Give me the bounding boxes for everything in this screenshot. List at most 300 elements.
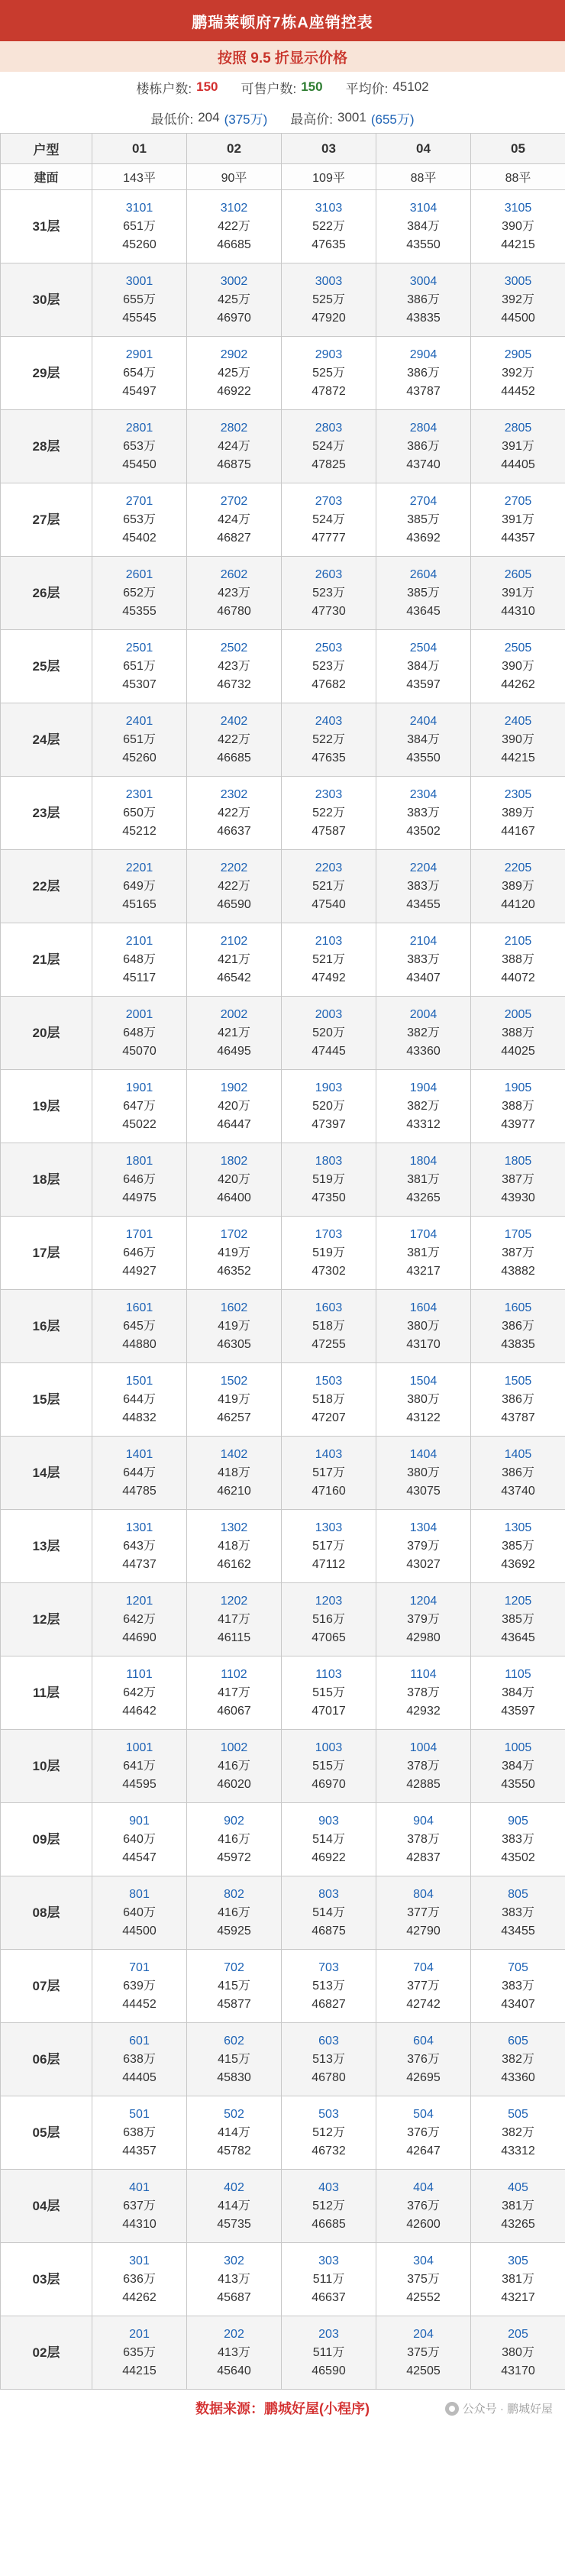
- unit-cell[interactable]: [282, 923, 376, 997]
- unit-total-price: 386万: [407, 293, 440, 306]
- floor-row: [1, 630, 565, 703]
- floor-row: [1, 2316, 565, 2390]
- unit-price-per-sqm: 45117: [122, 971, 157, 984]
- unit-cell[interactable]: [187, 1217, 282, 1290]
- unit-number: 2904: [409, 347, 437, 361]
- unit-cell[interactable]: [376, 1363, 471, 1437]
- unit-cell[interactable]: [376, 1730, 471, 1803]
- unit-cell[interactable]: [376, 2243, 471, 2316]
- unit-total-price: 642万: [123, 1612, 156, 1626]
- unit-cell[interactable]: [282, 410, 376, 483]
- unit-price-per-sqm: 43265: [501, 2217, 535, 2231]
- unit-price-per-sqm: 44215: [501, 751, 535, 764]
- unit-number: 2505: [504, 641, 532, 655]
- unit-number: 703: [318, 1960, 339, 1974]
- unit-cell[interactable]: [376, 2096, 471, 2170]
- unit-cell[interactable]: [471, 777, 565, 850]
- unit-total-price: 522万: [312, 219, 345, 233]
- unit-cell[interactable]: [92, 2243, 187, 2316]
- unit-price-per-sqm: 45497: [122, 384, 157, 398]
- floor-label: 24层: [1, 703, 92, 777]
- unit-cell[interactable]: [187, 997, 282, 1070]
- unit-price-per-sqm: 44357: [122, 2144, 157, 2157]
- unit-cell[interactable]: [282, 1876, 376, 1950]
- unit-price-per-sqm: 43882: [501, 1264, 535, 1278]
- unit-cell[interactable]: [92, 337, 187, 410]
- unit-price-per-sqm: 47017: [312, 1704, 346, 1718]
- unit-cell[interactable]: [187, 2243, 282, 2316]
- unit-price-per-sqm: 42742: [406, 1997, 441, 2011]
- unit-cell[interactable]: [282, 1656, 376, 1730]
- unit-total-price: 511万: [312, 2272, 345, 2286]
- unit-cell[interactable]: [376, 483, 471, 557]
- unit-cell[interactable]: [282, 777, 376, 850]
- unit-total-price: 391万: [502, 586, 534, 600]
- unit-cell[interactable]: [376, 2023, 471, 2096]
- unit-total-price: 644万: [123, 1392, 156, 1406]
- unit-cell[interactable]: [92, 997, 187, 1070]
- unit-number: 503: [318, 2107, 339, 2121]
- unit-cell[interactable]: [282, 1803, 376, 1876]
- unit-cell[interactable]: [282, 2243, 376, 2316]
- unit-total-price: 653万: [123, 512, 156, 526]
- unit-price-per-sqm: 47635: [312, 751, 346, 764]
- watermark: [445, 2400, 553, 2416]
- unit-cell[interactable]: [282, 337, 376, 410]
- unit-total-price: 385万: [502, 1539, 534, 1553]
- unit-price-per-sqm: 46732: [217, 677, 251, 691]
- unit-cell[interactable]: [471, 337, 565, 410]
- unit-cell[interactable]: [282, 2096, 376, 2170]
- unit-price-per-sqm: 47065: [312, 1631, 346, 1644]
- unit-number: 1305: [504, 1521, 532, 1534]
- floor-row: [1, 1803, 565, 1876]
- unit-cell[interactable]: [282, 483, 376, 557]
- unit-number: 502: [224, 2107, 244, 2121]
- unit-cell[interactable]: [471, 1217, 565, 1290]
- unit-price-per-sqm: 47350: [312, 1191, 346, 1204]
- unit-number: 2701: [125, 494, 153, 508]
- unit-number: 203: [318, 2327, 339, 2341]
- unit-number: 2802: [220, 421, 248, 435]
- max-price-label: 最高价:: [290, 112, 333, 127]
- unit-cell[interactable]: [187, 1950, 282, 2023]
- unit-total-price: 515万: [312, 1686, 345, 1699]
- unit-price-per-sqm: 44500: [501, 311, 535, 325]
- unit-price-per-sqm: 43835: [406, 311, 441, 325]
- unit-cell[interactable]: [92, 483, 187, 557]
- unit-cell[interactable]: [187, 190, 282, 263]
- unit-cell[interactable]: [92, 777, 187, 850]
- unit-total-price: 417万: [218, 1612, 250, 1626]
- unit-cell[interactable]: [187, 703, 282, 777]
- unit-cell[interactable]: [471, 2243, 565, 2316]
- unit-cell[interactable]: [92, 1803, 187, 1876]
- unit-cell[interactable]: [187, 630, 282, 703]
- unit-cell[interactable]: [282, 2023, 376, 2096]
- unit-number: 1201: [125, 1594, 153, 1608]
- unit-price-per-sqm: 43597: [501, 1704, 535, 1718]
- unit-cell[interactable]: [282, 2170, 376, 2243]
- stats-row-2: [0, 102, 565, 133]
- unit-total-price: 519万: [312, 1246, 345, 1259]
- unit-price-per-sqm: 45782: [217, 2144, 251, 2157]
- unit-number: 1304: [409, 1521, 437, 1534]
- unit-cell[interactable]: [376, 190, 471, 263]
- floor-row: [1, 2096, 565, 2170]
- unit-number: 2703: [315, 494, 343, 508]
- unit-total-price: 644万: [123, 1466, 156, 1479]
- unit-cell[interactable]: [376, 337, 471, 410]
- unit-cell[interactable]: [471, 630, 565, 703]
- unit-number: 1602: [220, 1301, 248, 1314]
- unit-total-price: 424万: [218, 512, 250, 526]
- unit-cell[interactable]: [92, 1143, 187, 1217]
- unit-cell[interactable]: [187, 850, 282, 923]
- unit-total-price: 640万: [123, 1905, 156, 1919]
- unit-total-price: 378万: [407, 1759, 440, 1773]
- unit-total-price: 638万: [123, 2125, 156, 2139]
- unit-cell[interactable]: [282, 630, 376, 703]
- floor-row: [1, 1363, 565, 1437]
- unit-cell[interactable]: [187, 1070, 282, 1143]
- floor-row: [1, 190, 565, 263]
- unit-cell[interactable]: [92, 1070, 187, 1143]
- unit-total-price: 391万: [502, 439, 534, 453]
- unit-number: 1203: [315, 1594, 343, 1608]
- unit-total-price: 381万: [502, 2199, 534, 2212]
- unit-price-per-sqm: 47255: [312, 1337, 346, 1351]
- unit-cell[interactable]: [376, 1876, 471, 1950]
- unit-cell[interactable]: [282, 190, 376, 263]
- unit-number: 1405: [504, 1447, 532, 1461]
- floor-label: 27层: [1, 483, 92, 557]
- unit-cell[interactable]: [187, 1143, 282, 1217]
- unit-cell[interactable]: [471, 1363, 565, 1437]
- unit-price-per-sqm: 44310: [501, 604, 535, 618]
- unit-price-per-sqm: 45165: [122, 897, 157, 911]
- unit-cell[interactable]: [471, 1950, 565, 2023]
- unit-cell[interactable]: [471, 1510, 565, 1583]
- unit-cell[interactable]: [376, 1950, 471, 2023]
- unit-cell[interactable]: [92, 1217, 187, 1290]
- unit-cell[interactable]: [187, 410, 282, 483]
- unit-cell[interactable]: [187, 1656, 282, 1730]
- unit-price-per-sqm: 46590: [217, 897, 251, 911]
- unit-total-price: 418万: [218, 1466, 250, 1479]
- unit-price-per-sqm: 47682: [312, 677, 346, 691]
- unit-cell[interactable]: [376, 410, 471, 483]
- floor-row: [1, 1656, 565, 1730]
- unit-number: 2604: [409, 567, 437, 581]
- unit-cell[interactable]: [187, 777, 282, 850]
- unit-cell[interactable]: [282, 703, 376, 777]
- unit-cell[interactable]: [187, 923, 282, 997]
- unit-total-price: 524万: [312, 512, 345, 526]
- unit-number: 802: [224, 1887, 244, 1901]
- unit-cell[interactable]: [282, 2316, 376, 2390]
- unit-cell[interactable]: [471, 850, 565, 923]
- unit-cell[interactable]: [92, 1363, 187, 1437]
- unit-cell[interactable]: [471, 190, 565, 263]
- unit-cell[interactable]: [471, 1583, 565, 1656]
- unit-price-per-sqm: 43550: [406, 238, 441, 251]
- unit-number: 2801: [125, 421, 153, 435]
- unit-cell[interactable]: [187, 1363, 282, 1437]
- unit-cell[interactable]: [376, 1656, 471, 1730]
- unit-cell[interactable]: [282, 1217, 376, 1290]
- unit-cell[interactable]: [471, 997, 565, 1070]
- unit-cell[interactable]: [376, 923, 471, 997]
- unit-total-price: 383万: [407, 879, 440, 893]
- unit-cell[interactable]: [187, 483, 282, 557]
- unit-cell[interactable]: [92, 1510, 187, 1583]
- unit-total-price: 375万: [407, 2272, 440, 2286]
- unit-cell[interactable]: [187, 1583, 282, 1656]
- unit-cell[interactable]: [187, 1876, 282, 1950]
- unit-cell[interactable]: [282, 1143, 376, 1217]
- unit-cell[interactable]: [471, 483, 565, 557]
- unit-cell[interactable]: [471, 2096, 565, 2170]
- unit-cell[interactable]: [92, 850, 187, 923]
- unit-cell[interactable]: [376, 630, 471, 703]
- unit-price-per-sqm: 44215: [501, 238, 535, 251]
- unit-cell[interactable]: [92, 2096, 187, 2170]
- unit-number: 901: [129, 1814, 150, 1828]
- unit-total-price: 651万: [123, 219, 156, 233]
- unit-cell[interactable]: [376, 777, 471, 850]
- unit-number: 1503: [315, 1374, 343, 1388]
- unit-cell[interactable]: [471, 1143, 565, 1217]
- unit-price-per-sqm: 46637: [217, 824, 251, 838]
- unit-cell[interactable]: [471, 2316, 565, 2390]
- unit-price-per-sqm: 42695: [406, 2070, 441, 2084]
- floor-row: [1, 850, 565, 923]
- unit-total-price: 647万: [123, 1099, 156, 1113]
- unit-cell[interactable]: [187, 2096, 282, 2170]
- unit-number: 301: [129, 2254, 150, 2267]
- unit-price-per-sqm: 42932: [406, 1704, 441, 1718]
- unit-cell[interactable]: [282, 1290, 376, 1363]
- unit-cell[interactable]: [92, 2316, 187, 2390]
- unit-cell[interactable]: [187, 2023, 282, 2096]
- unit-price-per-sqm: 43740: [501, 1484, 535, 1498]
- unit-cell[interactable]: [282, 850, 376, 923]
- unit-number: 902: [224, 1814, 244, 1828]
- unit-cell[interactable]: [92, 557, 187, 630]
- floor-row: [1, 1070, 565, 1143]
- unit-cell[interactable]: [471, 1876, 565, 1950]
- unit-total-price: 422万: [218, 806, 250, 819]
- unit-price-per-sqm: 43692: [501, 1557, 535, 1571]
- unit-number: 2902: [220, 347, 248, 361]
- unit-cell[interactable]: [187, 1803, 282, 1876]
- unit-total-price: 638万: [123, 2052, 156, 2066]
- unit-cell[interactable]: [471, 2023, 565, 2096]
- unit-cell[interactable]: [376, 703, 471, 777]
- sales-control-table: [0, 133, 565, 2390]
- unit-cell[interactable]: [376, 2170, 471, 2243]
- unit-cell[interactable]: [92, 703, 187, 777]
- unit-cell[interactable]: [376, 1217, 471, 1290]
- unit-cell[interactable]: [92, 410, 187, 483]
- unit-cell[interactable]: [282, 1437, 376, 1510]
- unit-cell[interactable]: [92, 2023, 187, 2096]
- unit-cell[interactable]: [187, 1510, 282, 1583]
- unit-cell[interactable]: [187, 1437, 282, 1510]
- unit-number: 701: [129, 1960, 150, 1974]
- floor-row: [1, 1217, 565, 1290]
- floor-label: 17层: [1, 1217, 92, 1290]
- unit-total-price: 416万: [218, 1832, 250, 1846]
- unit-cell[interactable]: [187, 2170, 282, 2243]
- unit-number: 1303: [315, 1521, 343, 1534]
- unit-price-per-sqm: 43550: [406, 751, 441, 764]
- unit-price-per-sqm: 46922: [312, 1850, 346, 1864]
- floor-label: 13层: [1, 1510, 92, 1583]
- unit-cell[interactable]: [92, 1437, 187, 1510]
- unit-total-price: 383万: [502, 1979, 534, 1993]
- unit-cell[interactable]: [187, 2316, 282, 2390]
- unit-total-price: 386万: [502, 1466, 534, 1479]
- unit-total-price: 383万: [407, 806, 440, 819]
- unit-cell[interactable]: [471, 1437, 565, 1510]
- unit-number: 2501: [125, 641, 153, 655]
- unit-cell[interactable]: [187, 337, 282, 410]
- unit-cell[interactable]: [471, 263, 565, 337]
- unit-number: 2001: [125, 1007, 153, 1021]
- floor-row: [1, 777, 565, 850]
- unit-price-per-sqm: 47540: [312, 897, 346, 911]
- unit-cell[interactable]: [92, 263, 187, 337]
- unit-cell[interactable]: [92, 1583, 187, 1656]
- unit-price-per-sqm: 47587: [312, 824, 346, 838]
- unit-price-per-sqm: 46162: [217, 1557, 251, 1571]
- unit-number: 1205: [504, 1594, 532, 1608]
- unit-cell[interactable]: [471, 703, 565, 777]
- unit-cell[interactable]: [471, 1803, 565, 1876]
- unit-total-price: 386万: [502, 1392, 534, 1406]
- unit-total-price: 384万: [502, 1686, 534, 1699]
- stats-row-1: [0, 72, 565, 102]
- unit-price-per-sqm: 46352: [217, 1264, 251, 1278]
- unit-number: 201: [129, 2327, 150, 2341]
- unit-cell[interactable]: [471, 1656, 565, 1730]
- unit-cell[interactable]: [376, 1070, 471, 1143]
- unit-price-per-sqm: 46020: [217, 1777, 251, 1791]
- unit-cell[interactable]: [376, 1290, 471, 1363]
- unit-total-price: 639万: [123, 1979, 156, 1993]
- floor-label: 04层: [1, 2170, 92, 2243]
- unit-cell[interactable]: [471, 1070, 565, 1143]
- unit-price-per-sqm: 47872: [312, 384, 346, 398]
- unit-cell[interactable]: [282, 1510, 376, 1583]
- unit-cell[interactable]: [92, 1656, 187, 1730]
- unit-price-per-sqm: 44975: [122, 1191, 157, 1204]
- unit-cell[interactable]: [376, 557, 471, 630]
- unit-cell[interactable]: [471, 557, 565, 630]
- unit-cell[interactable]: [282, 1070, 376, 1143]
- unit-total-price: 381万: [407, 1172, 440, 1186]
- unit-cell[interactable]: [92, 2170, 187, 2243]
- floor-row: [1, 923, 565, 997]
- unit-number: 2901: [125, 347, 153, 361]
- unit-cell[interactable]: [92, 190, 187, 263]
- unit-cell[interactable]: [282, 1730, 376, 1803]
- unit-cell[interactable]: [282, 263, 376, 337]
- unit-cell[interactable]: [376, 263, 471, 337]
- unit-total-price: 376万: [407, 2199, 440, 2212]
- unit-cell[interactable]: [376, 1510, 471, 1583]
- unit-cell[interactable]: [187, 1730, 282, 1803]
- unit-cell[interactable]: [282, 1583, 376, 1656]
- unit-cell[interactable]: [376, 2316, 471, 2390]
- unit-number: 3003: [315, 274, 343, 288]
- unit-total-price: 376万: [407, 2125, 440, 2139]
- unit-number: 1103: [315, 1667, 342, 1681]
- unit-cell[interactable]: [376, 1583, 471, 1656]
- unit-number: 1502: [220, 1374, 248, 1388]
- unit-cell[interactable]: [92, 1950, 187, 2023]
- unit-cell[interactable]: [187, 1290, 282, 1363]
- unit-price-per-sqm: 47635: [312, 238, 346, 251]
- header-row: [1, 134, 565, 164]
- unit-cell[interactable]: [187, 263, 282, 337]
- unit-cell[interactable]: [471, 2170, 565, 2243]
- unit-number: 402: [224, 2180, 244, 2194]
- unit-price-per-sqm: 47445: [312, 1044, 346, 1058]
- floor-row: [1, 263, 565, 337]
- unit-price-per-sqm: 43360: [406, 1044, 441, 1058]
- unit-total-price: 513万: [312, 2052, 345, 2066]
- unit-cell[interactable]: [282, 557, 376, 630]
- unit-total-price: 514万: [312, 1905, 345, 1919]
- unit-number: 305: [508, 2254, 528, 2267]
- unit-cell[interactable]: [282, 1950, 376, 2023]
- unit-cell[interactable]: [376, 1803, 471, 1876]
- unit-number: 3103: [315, 201, 343, 215]
- unit-total-price: 413万: [218, 2272, 250, 2286]
- unit-cell[interactable]: [92, 923, 187, 997]
- unit-total-price: 422万: [218, 732, 250, 746]
- unit-cell[interactable]: [376, 850, 471, 923]
- unit-total-price: 521万: [312, 879, 345, 893]
- unit-cell[interactable]: [471, 1730, 565, 1803]
- unit-price-per-sqm: 43502: [501, 1850, 535, 1864]
- unit-cell[interactable]: [471, 923, 565, 997]
- unit-cell[interactable]: [187, 557, 282, 630]
- unit-cell[interactable]: [282, 1363, 376, 1437]
- unit-price-per-sqm: 43787: [501, 1411, 535, 1424]
- unit-number: 804: [413, 1887, 434, 1901]
- unit-cell[interactable]: [471, 410, 565, 483]
- floor-row: [1, 2243, 565, 2316]
- unit-cell[interactable]: [471, 1290, 565, 1363]
- unit-price-per-sqm: 44927: [122, 1264, 157, 1278]
- unit-cell[interactable]: [376, 1143, 471, 1217]
- unit-number: 2201: [125, 861, 153, 874]
- unit-cell[interactable]: [92, 1290, 187, 1363]
- unit-cell[interactable]: [282, 997, 376, 1070]
- unit-cell[interactable]: [376, 1437, 471, 1510]
- unit-price-per-sqm: 46542: [217, 971, 251, 984]
- unit-cell[interactable]: [92, 1876, 187, 1950]
- unit-cell[interactable]: [92, 1730, 187, 1803]
- unit-number: 205: [508, 2327, 528, 2341]
- unit-cell[interactable]: [92, 630, 187, 703]
- unit-cell[interactable]: [376, 997, 471, 1070]
- unit-number: 1501: [125, 1374, 153, 1388]
